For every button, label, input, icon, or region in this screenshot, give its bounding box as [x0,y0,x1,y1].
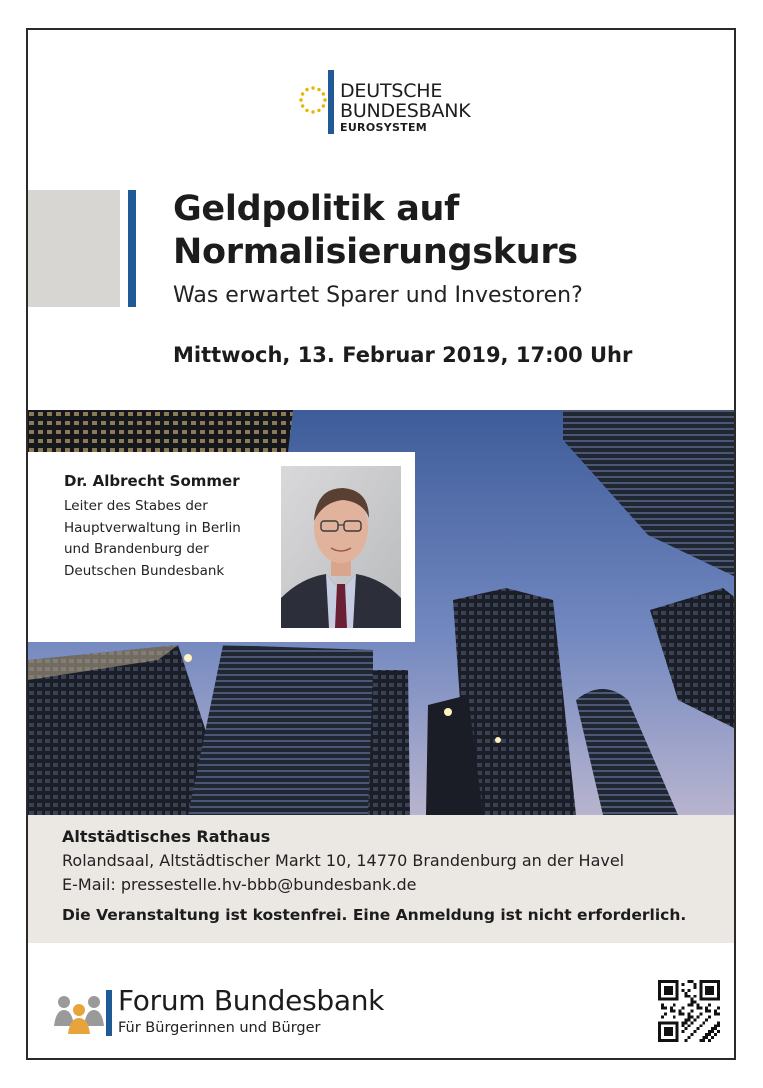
poster-frame [26,28,736,1060]
forum-bar [106,990,112,1036]
venue-note: Die Veranstaltung ist kostenfrei. Eine Anmeldung ist nicht erforderlich. [62,906,687,924]
speaker-portrait [281,466,401,628]
speaker-role-line: Deutschen Bundesbank [64,562,225,579]
event-title-line1: Geldpolitik auf [173,189,460,229]
speaker-role-line: und Brandenburg der [64,541,209,557]
venue-block [28,815,736,943]
event-title-line2: Normalisierungskurs [173,232,578,272]
bundesbank-logo [298,70,498,138]
decor-blue-bar [128,190,136,307]
speaker-role-line: Leiter des Stabes der [64,498,208,514]
forum-subtitle: Für Bürgerinnen und Bürger [118,1020,321,1036]
logo-line1: DEUTSCHE [340,80,443,102]
speaker-box [28,452,415,642]
speaker-name: Dr. Albrecht Sommer [64,472,240,490]
eu-stars-icon [298,80,328,120]
speaker-role [64,496,284,582]
qr-code-icon[interactable] [658,980,720,1042]
logo-bar [328,70,334,134]
venue-address: Rolandsaal, Altstädtischer Markt 10, 14770 Brandenburg an der Havel [62,851,625,870]
decor-grey-box [28,190,120,307]
event-subtitle: Was erwartet Sparer und Investoren? [173,283,583,308]
forum-title: Forum Bundesbank [118,984,385,1017]
speaker-role-line: Hauptverwaltung in Berlin [64,519,241,536]
event-date: Mittwoch, 13. Februar 2019, 17:00 Uhr [173,343,633,367]
logo-line2: BUNDESBANK [340,100,471,122]
people-group-icon [54,990,104,1034]
event-title [173,188,578,274]
venue-email[interactable]: E-Mail: pressestelle.hv-bbb@bundesbank.de [62,875,417,894]
logo-line3: EUROSYSTEM [340,121,428,134]
venue-title: Altstädtisches Rathaus [62,827,271,846]
